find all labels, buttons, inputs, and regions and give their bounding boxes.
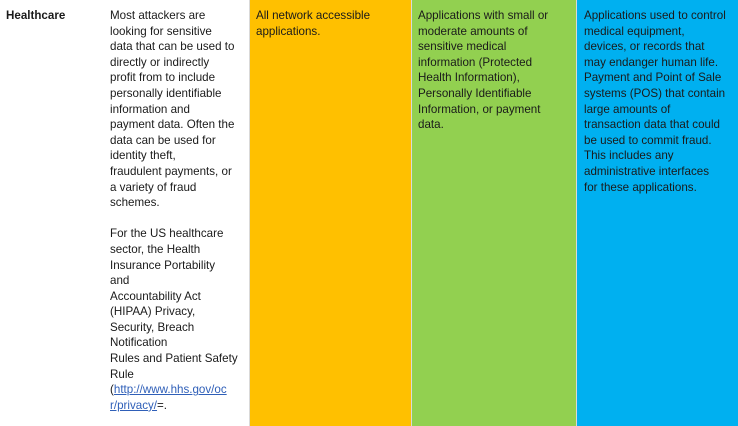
blue-column-cell [576, 0, 738, 426]
hhs-link-line-1 [110, 382, 245, 398]
desc-line: Insurance Portability [110, 258, 216, 272]
blue-line: for these applications. [584, 180, 697, 194]
description-cell [103, 0, 249, 426]
desc-line: Most attackers are [110, 9, 206, 22]
green-line: Personally Identifiable [418, 86, 532, 100]
desc-line: fraudulent payments, or [110, 164, 232, 178]
sector-label: Healthcare [6, 9, 66, 22]
desc-line: data that can be used to [110, 40, 235, 54]
green-line: Information, or payment [418, 102, 541, 116]
desc-line: (HIPAA) Privacy, [110, 305, 196, 319]
desc-line: looking for sensitive [110, 24, 212, 38]
desc-line: identity theft, [110, 149, 176, 163]
desc-line: Accountability Act [110, 289, 201, 303]
blue-line: medical equipment, [584, 24, 685, 38]
desc-line: directly or indirectly [110, 55, 210, 69]
description-paragraph-1 [110, 8, 245, 211]
blue-line: may endanger human life. [584, 55, 719, 69]
blue-line: This includes any [584, 149, 674, 163]
desc-line: sector, the Health [110, 242, 201, 256]
link-suffix: =. [157, 398, 168, 412]
green-line: sensitive medical [418, 40, 507, 54]
desc-line: personally identifiable [110, 86, 222, 100]
blue-line: Payment and Point of Sale [584, 71, 722, 85]
orange-line: All network accessible [256, 9, 371, 22]
blue-line: be used to commit fraud. [584, 133, 712, 147]
desc-line: a variety of fraud [110, 180, 197, 194]
orange-column-cell [249, 0, 411, 426]
desc-line: information and [110, 102, 190, 116]
desc-line: Rules and Patient Safety [110, 352, 238, 366]
blue-line: transaction data that could [584, 118, 720, 132]
desc-line: and [110, 274, 130, 288]
blue-line: Applications used to control [584, 9, 726, 22]
desc-line: Rule [110, 367, 134, 381]
paragraph-gap [110, 211, 245, 227]
orange-line: applications. [256, 24, 321, 38]
hhs-privacy-link-part2[interactable]: r/privacy/ [110, 398, 158, 412]
green-line: Applications with small or [418, 9, 549, 22]
hhs-privacy-link-part1[interactable]: http://www.hhs.gov/oc [113, 383, 227, 397]
desc-line: data can be used for [110, 133, 216, 147]
green-line: information (Protected [418, 55, 533, 69]
desc-line: Security, Breach [110, 320, 195, 334]
green-column-cell [411, 0, 576, 426]
desc-line: profit from to include [110, 71, 216, 85]
desc-line: payment data. Often the [110, 118, 235, 132]
blue-line: systems (POS) that contain [584, 86, 726, 100]
link-open-paren: ( [110, 383, 114, 397]
desc-line: schemes. [110, 196, 160, 210]
sector-label-cell [0, 0, 103, 426]
blue-line: large amounts of [584, 102, 671, 116]
green-line: data. [418, 118, 444, 132]
blue-line: administrative interfaces [584, 164, 710, 178]
desc-line: Notification [110, 336, 168, 350]
description-paragraph-2 [110, 226, 245, 413]
desc-line: For the US healthcare [110, 227, 224, 241]
blue-line: devices, or records that [584, 40, 705, 54]
green-line: moderate amounts of [418, 24, 528, 38]
green-line: Health Information), [418, 71, 520, 85]
hhs-link-line-2 [110, 398, 245, 414]
